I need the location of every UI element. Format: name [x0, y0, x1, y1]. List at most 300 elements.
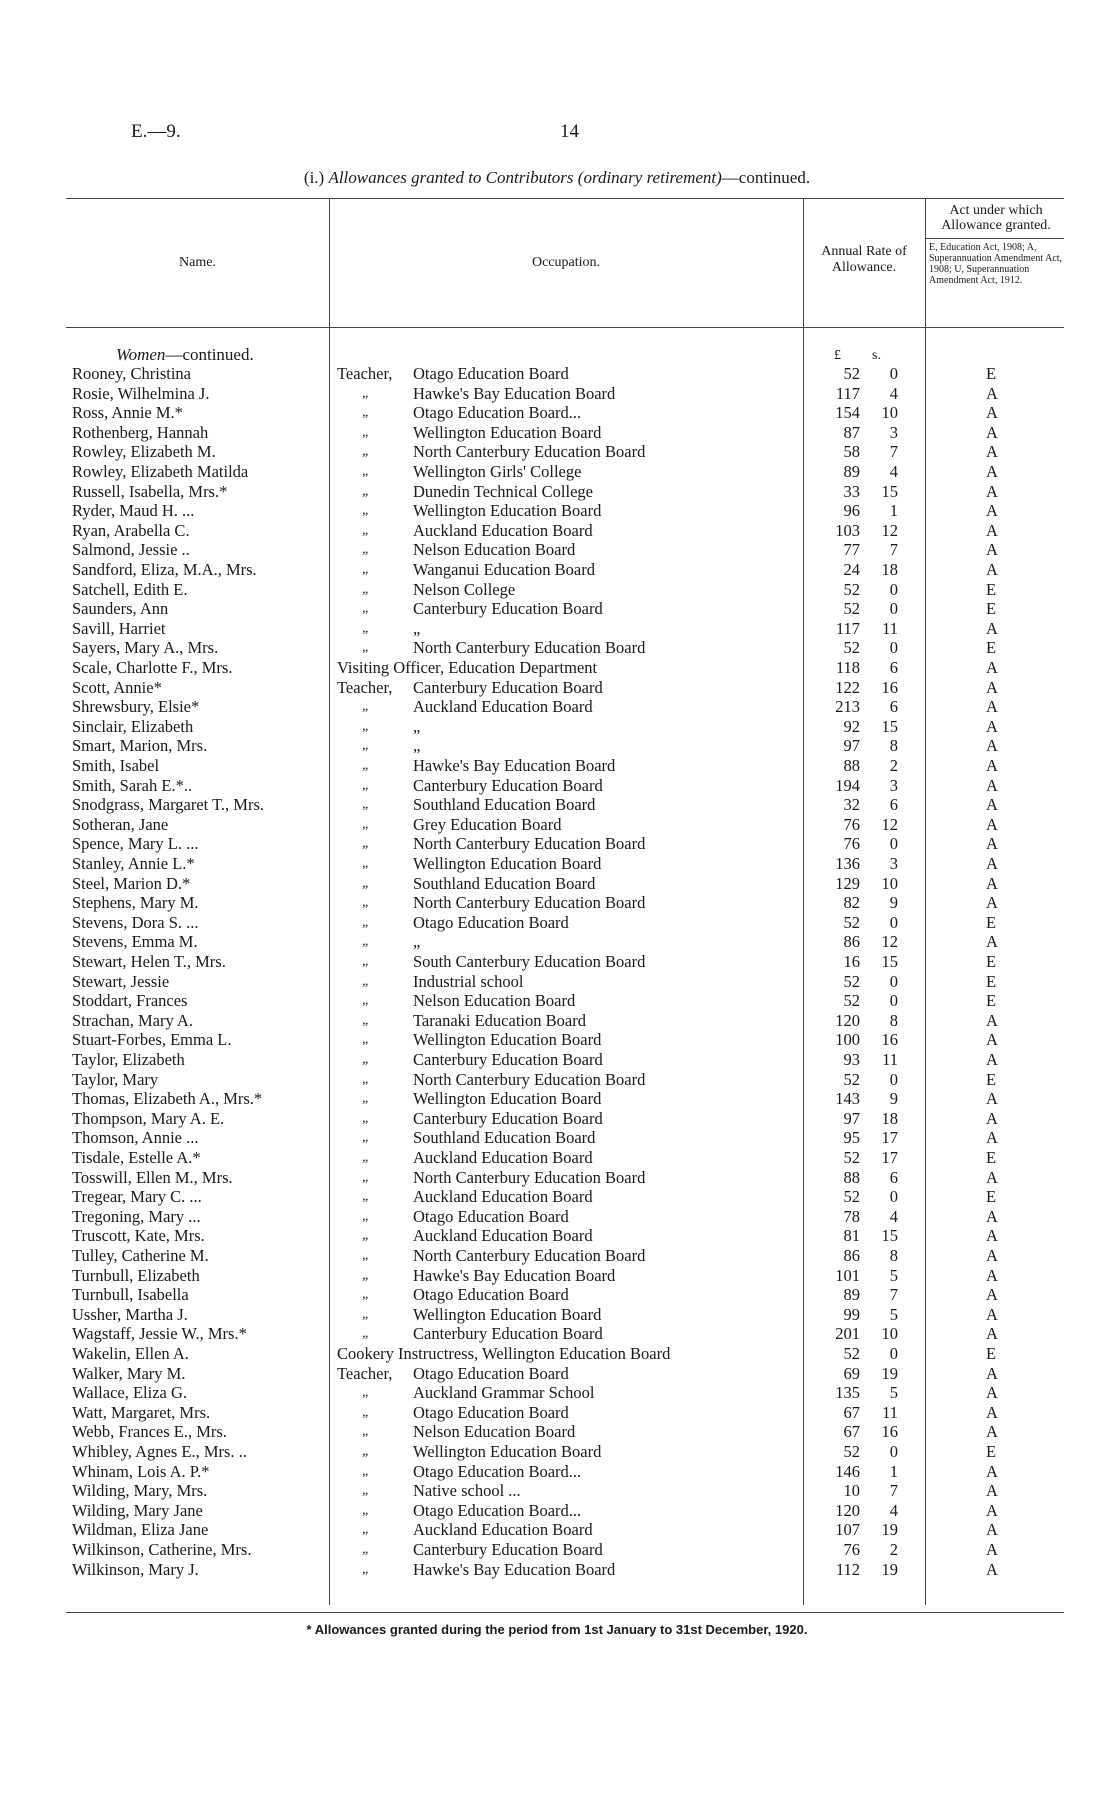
- table-row: [0, 1030, 1114, 1050]
- row-shillings: 6: [889, 697, 898, 717]
- row-name: Strachan, Mary A.: [72, 1010, 193, 1030]
- row-act: A: [986, 1402, 998, 1422]
- row-occupation: Auckland Education Board: [413, 1187, 593, 1207]
- table-row: [0, 1344, 1114, 1364]
- row-pounds: 118: [835, 658, 860, 677]
- row-name: Turnbull, Isabella: [72, 1285, 189, 1305]
- row-ditto-mark: „: [362, 1287, 370, 1303]
- row-name: Stanley, Annie L.*: [72, 854, 195, 873]
- row-shillings: 0: [889, 1187, 898, 1207]
- row-name: Watt, Margaret, Mrs.: [72, 1402, 211, 1422]
- row-ditto-mark: „: [362, 483, 370, 499]
- row-occupation: North Canterbury Education Board: [413, 1069, 646, 1089]
- section-label-suffix: —continued.: [165, 345, 254, 364]
- row-ditto-mark: „: [362, 1091, 370, 1107]
- table-row: [0, 423, 1114, 443]
- row-shillings: 10: [881, 1324, 898, 1344]
- row-shillings: 17: [881, 1148, 898, 1167]
- table-row: [0, 1305, 1114, 1325]
- row-ditto-mark: „: [362, 895, 370, 911]
- row-pounds: 87: [843, 422, 860, 442]
- row-act: A: [986, 383, 998, 403]
- row-shillings: 7: [889, 1481, 898, 1501]
- row-act: E: [986, 638, 997, 658]
- table-row: [0, 1050, 1114, 1070]
- table-row: [0, 932, 1114, 952]
- table-row: [0, 501, 1114, 521]
- table-row: [0, 972, 1114, 992]
- row-name: Snodgrass, Margaret T., Mrs.: [72, 795, 265, 815]
- row-occupation: Hawke's Bay Education Board: [413, 1559, 616, 1579]
- row-pounds: 76: [843, 814, 860, 834]
- table-row: [0, 1462, 1114, 1482]
- table-row: [0, 1011, 1114, 1031]
- row-name: Wagstaff, Jessie W., Mrs.*: [72, 1324, 247, 1344]
- row-pounds: 120: [835, 1500, 860, 1520]
- table-row: [0, 619, 1114, 639]
- row-occupation: Canterbury Education Board: [413, 1324, 603, 1344]
- table-row: [0, 717, 1114, 737]
- row-pounds: 103: [835, 520, 860, 540]
- row-occupation: Auckland Education Board: [413, 520, 593, 540]
- row-name: Smith, Isabel: [72, 756, 160, 775]
- row-pounds: 99: [843, 1304, 860, 1324]
- row-occupation: Southland Education Board: [413, 795, 596, 815]
- row-ditto-mark: „: [362, 954, 370, 969]
- row-pounds: 120: [835, 1010, 860, 1030]
- row-ditto-mark: „: [362, 1424, 370, 1440]
- row-shillings: 4: [889, 462, 898, 481]
- row-name: Wilding, Mary Jane: [72, 1500, 203, 1520]
- row-shillings: 16: [881, 1422, 898, 1442]
- row-occupation: Canterbury Education Board: [413, 1050, 603, 1069]
- row-act: A: [986, 520, 998, 540]
- row-ditto-mark: „: [362, 1032, 370, 1048]
- row-occupation: Otago Education Board: [413, 1285, 569, 1305]
- row-shillings: 15: [881, 1226, 898, 1246]
- row-shillings: 18: [881, 560, 898, 579]
- page-reference: E.—9.: [131, 121, 181, 142]
- row-name: Wallace, Eliza G.: [72, 1383, 188, 1403]
- row-shillings: 5: [889, 1265, 898, 1285]
- row-shillings: 4: [889, 1206, 898, 1226]
- row-ditto-mark: „: [362, 1483, 370, 1499]
- row-name: Whinam, Lois A. P.*: [72, 1461, 210, 1481]
- row-ditto-mark: „: [362, 797, 370, 813]
- row-shillings: 15: [881, 952, 898, 971]
- row-title: Teacher,: [337, 1363, 393, 1383]
- row-pounds: 76: [843, 834, 860, 854]
- row-ditto-mark: „: [362, 405, 370, 421]
- row-act: A: [986, 540, 998, 560]
- row-pounds: 78: [843, 1206, 860, 1226]
- row-act: A: [986, 560, 998, 579]
- row-shillings: 15: [881, 481, 898, 501]
- row-occupation: North Canterbury Education Board: [413, 893, 646, 913]
- row-name: Rowley, Elizabeth Matilda: [72, 462, 249, 481]
- row-occupation: Canterbury Education Board: [413, 775, 603, 795]
- row-ditto-mark: „: [362, 1404, 370, 1420]
- table-row: [0, 952, 1114, 972]
- table-row: [0, 1148, 1114, 1168]
- row-act: E: [986, 991, 997, 1011]
- row-act: A: [986, 1050, 998, 1069]
- row-pounds: 97: [843, 736, 860, 756]
- row-pounds: 146: [835, 1461, 860, 1481]
- row-occupation: Otago Education Board...: [413, 1461, 582, 1481]
- row-shillings: 2: [889, 1540, 898, 1559]
- row-occupation: Industrial school: [413, 971, 524, 991]
- row-shillings: 19: [881, 1559, 898, 1579]
- header-annual-rate: Annual Rate of Allowance.: [821, 244, 907, 275]
- row-occupation: Wellington Education Board: [413, 1304, 602, 1324]
- row-ditto-mark: „: [362, 1189, 370, 1205]
- row-name: Smart, Marion, Mrs.: [72, 736, 208, 756]
- row-pounds: 16: [843, 952, 860, 971]
- section-label: [116, 345, 254, 365]
- table-row: [0, 1070, 1114, 1090]
- row-name: Sayers, Mary A., Mrs.: [72, 638, 219, 658]
- row-occupation: Dunedin Technical College: [413, 481, 593, 501]
- row-shillings: 5: [889, 1383, 898, 1403]
- row-ditto-mark: „: [362, 1052, 370, 1067]
- row-shillings: 12: [881, 932, 898, 952]
- row-ditto-mark: „: [362, 1208, 370, 1224]
- row-name: Scale, Charlotte F., Mrs.: [72, 658, 233, 677]
- table-row: [0, 599, 1114, 619]
- table-row: [0, 482, 1114, 502]
- row-name: Webb, Frances E., Mrs.: [72, 1422, 227, 1442]
- row-occupation: Nelson College: [413, 579, 516, 599]
- row-shillings: 1: [889, 1461, 898, 1481]
- row-act: A: [986, 481, 998, 501]
- row-shillings: 11: [882, 1402, 898, 1422]
- row-pounds: 143: [835, 1089, 860, 1109]
- row-shillings: 9: [889, 893, 898, 913]
- row-act: A: [986, 1422, 998, 1442]
- row-name: Wakelin, Ellen A.: [72, 1344, 189, 1363]
- table-row: [0, 1501, 1114, 1521]
- row-pounds: 33: [843, 481, 860, 501]
- row-name: Wildman, Eliza Jane: [72, 1520, 209, 1540]
- table-row: [0, 1187, 1114, 1207]
- row-occupation: Auckland Education Board: [413, 697, 593, 717]
- row-occupation: Wanganui Education Board: [413, 560, 595, 579]
- table-row: [0, 1442, 1114, 1462]
- row-pounds: 95: [843, 1128, 860, 1148]
- table-row: [0, 384, 1114, 404]
- row-name: Thomson, Annie ...: [72, 1128, 199, 1148]
- row-shillings: 18: [881, 1108, 898, 1128]
- row-pounds: 135: [835, 1383, 860, 1403]
- row-pounds: 213: [835, 697, 860, 717]
- row-pounds: 92: [843, 716, 860, 736]
- table-row: [0, 854, 1114, 874]
- row-name: Taylor, Elizabeth: [72, 1050, 185, 1069]
- row-name: Stewart, Helen T., Mrs.: [72, 952, 226, 971]
- row-name: Tisdale, Estelle A.*: [72, 1148, 201, 1167]
- row-ditto-mark: „: [362, 581, 370, 597]
- row-shillings: 10: [881, 873, 898, 893]
- row-shillings: 3: [889, 422, 898, 442]
- row-shillings: 11: [882, 618, 898, 638]
- row-act: E: [986, 971, 997, 991]
- table-row: [0, 1266, 1114, 1286]
- table-row: [0, 403, 1114, 423]
- row-shillings: 3: [889, 854, 898, 873]
- row-shillings: 9: [889, 1089, 898, 1109]
- row-name: Rosie, Wilhelmina J.: [72, 383, 210, 403]
- row-occupation: Nelson Education Board: [413, 540, 576, 560]
- row-ditto-mark: „: [362, 1110, 370, 1126]
- row-pounds: 201: [835, 1324, 860, 1344]
- table-row: [0, 521, 1114, 541]
- table-row: [0, 1128, 1114, 1148]
- row-act: E: [986, 1344, 997, 1363]
- row-act: A: [986, 1383, 998, 1403]
- row-ditto-mark: „: [362, 914, 370, 930]
- row-pounds: 52: [843, 599, 860, 619]
- row-name: Wilding, Mary, Mrs.: [72, 1481, 208, 1501]
- row-ditto-mark: „: [362, 777, 370, 793]
- row-name: Rowley, Elizabeth M.: [72, 442, 216, 462]
- row-act: E: [986, 1069, 997, 1089]
- row-name: Tulley, Catherine M.: [72, 1246, 209, 1265]
- table-row: [0, 1560, 1114, 1580]
- row-occupation: Auckland Education Board: [413, 1520, 593, 1540]
- row-name: Thomas, Elizabeth A., Mrs.*: [72, 1089, 263, 1109]
- row-pounds: 82: [843, 893, 860, 913]
- table-row: [0, 678, 1114, 698]
- row-shillings: 12: [881, 814, 898, 834]
- row-ditto-mark: „: [362, 1130, 370, 1146]
- table-row: [0, 1246, 1114, 1266]
- row-shillings: 7: [889, 540, 898, 560]
- row-act: A: [986, 795, 998, 815]
- row-shillings: 16: [881, 677, 898, 697]
- row-shillings: 3: [889, 775, 898, 795]
- row-ditto-mark: „: [362, 444, 370, 460]
- row-pounds: 52: [843, 1187, 860, 1207]
- row-ditto-mark: „: [362, 875, 370, 891]
- row-occupation: Wellington Education Board: [413, 1030, 602, 1050]
- header-act-key: E, Education Act, 1908; A, Superannuation Amendment Act, 1908; U, Superannuation Amendment Act, 1912.: [929, 242, 1063, 286]
- row-name: Truscott, Kate, Mrs.: [72, 1226, 205, 1246]
- row-name: Thompson, Mary A. E.: [72, 1108, 225, 1128]
- row-occupation: Otago Education Board: [413, 1363, 569, 1383]
- row-pounds: 88: [843, 756, 860, 775]
- row-shillings: 0: [889, 1069, 898, 1089]
- row-pounds: 89: [843, 462, 860, 481]
- row-act: A: [986, 1520, 998, 1540]
- row-shillings: 6: [889, 1167, 898, 1187]
- row-occupation: Hawke's Bay Education Board: [413, 756, 616, 775]
- table-row: [0, 462, 1114, 482]
- row-name: Whibley, Agnes E., Mrs. ..: [72, 1442, 247, 1461]
- row-ditto-mark: „: [362, 1561, 370, 1577]
- row-pounds: 100: [835, 1030, 860, 1050]
- header-divider-3: [925, 198, 926, 327]
- row-name: Stevens, Dora S. ...: [72, 912, 199, 932]
- row-pounds: 58: [843, 442, 860, 462]
- row-act: A: [986, 1089, 998, 1109]
- row-pounds: 88: [843, 1167, 860, 1187]
- row-pounds: 194: [835, 775, 860, 795]
- row-occupation: Native school ...: [413, 1481, 521, 1501]
- row-pounds: 67: [843, 1422, 860, 1442]
- row-ditto-mark: „: [362, 816, 370, 832]
- row-act: E: [986, 952, 997, 971]
- table-row: [0, 893, 1114, 913]
- table-row: [0, 697, 1114, 717]
- row-occupation: South Canterbury Education Board: [413, 952, 646, 971]
- row-ditto-mark: „: [362, 1306, 370, 1322]
- row-shillings: 6: [889, 795, 898, 815]
- table-row: [0, 658, 1114, 678]
- row-ditto-mark: „: [362, 836, 370, 852]
- row-shillings: 12: [881, 520, 898, 540]
- row-name: Ross, Annie M.*: [72, 403, 183, 423]
- row-occupation: Otago Education Board: [413, 1206, 569, 1226]
- row-name: Scott, Annie*: [72, 677, 162, 697]
- table-row: [0, 1226, 1114, 1246]
- row-ditto-mark: „: [362, 1463, 370, 1479]
- row-ditto-mark: „: [362, 1267, 370, 1283]
- header-act-rule: [925, 238, 1064, 239]
- row-ditto-mark: „: [362, 1169, 370, 1185]
- row-act: A: [986, 1108, 998, 1128]
- table-row: [0, 1540, 1114, 1560]
- row-occupation: North Canterbury Education Board: [413, 834, 646, 854]
- row-pounds: 76: [843, 1540, 860, 1559]
- row-ditto-mark: „: [362, 1228, 370, 1244]
- table-row: [0, 1403, 1114, 1423]
- row-shillings: 17: [881, 1128, 898, 1148]
- table-row: [0, 638, 1114, 658]
- row-occupation: Canterbury Education Board: [413, 1540, 603, 1559]
- row-occupation: North Canterbury Education Board: [413, 442, 646, 462]
- row-act: A: [986, 1461, 998, 1481]
- row-occupation: Southland Education Board: [413, 873, 596, 893]
- row-occupation: Nelson Education Board: [413, 991, 576, 1011]
- row-name: Sinclair, Elizabeth: [72, 716, 194, 736]
- row-name: Tregear, Mary C. ...: [72, 1187, 202, 1207]
- row-name: Russell, Isabella, Mrs.*: [72, 481, 228, 501]
- row-name: Steel, Marion D.*: [72, 873, 191, 893]
- row-pounds: 154: [835, 403, 860, 423]
- page-number: 14: [560, 121, 579, 142]
- row-occupation: „: [413, 716, 421, 736]
- row-ditto-mark: „: [362, 522, 370, 538]
- row-shillings: 16: [881, 1030, 898, 1050]
- row-name: Salmond, Jessie ..: [72, 540, 190, 560]
- row-pounds: 67: [843, 1402, 860, 1422]
- row-ditto-mark: „: [362, 1444, 370, 1459]
- row-occupation: Wellington Education Board: [413, 1089, 602, 1109]
- table-row: [0, 1383, 1114, 1403]
- row-shillings: 8: [889, 1010, 898, 1030]
- table-row: [0, 1364, 1114, 1384]
- table-top-rule: [66, 198, 1064, 199]
- row-ditto-mark: „: [362, 385, 370, 401]
- row-shillings: 4: [889, 1500, 898, 1520]
- row-act: A: [986, 501, 998, 521]
- row-ditto-mark: „: [362, 424, 370, 440]
- row-name: Satchell, Edith E.: [72, 579, 188, 599]
- row-act: A: [986, 1540, 998, 1559]
- row-occupation: Otago Education Board: [413, 912, 569, 932]
- row-pounds: 112: [835, 1559, 860, 1579]
- row-occupation: Hawke's Bay Education Board: [413, 1265, 616, 1285]
- row-ditto-mark: „: [362, 640, 370, 656]
- row-occupation: North Canterbury Education Board: [413, 1246, 646, 1265]
- header-name: Name.: [179, 255, 216, 270]
- row-act: A: [986, 1481, 998, 1501]
- row-name: Ryan, Arabella C.: [72, 520, 190, 540]
- row-ditto-mark: „: [362, 1542, 370, 1557]
- table-caption: [0, 168, 1114, 188]
- row-ditto-mark: „: [362, 1012, 370, 1028]
- row-shillings: 0: [889, 638, 898, 658]
- row-act: A: [986, 677, 998, 697]
- row-pounds: 96: [843, 501, 860, 521]
- row-ditto-mark: „: [362, 1522, 370, 1538]
- row-act: A: [986, 893, 998, 913]
- row-name: Stevens, Emma M.: [72, 932, 198, 952]
- row-name: Stewart, Jessie: [72, 971, 170, 991]
- row-act: A: [986, 697, 998, 717]
- row-act: A: [986, 1304, 998, 1324]
- row-act: A: [986, 716, 998, 736]
- table-row: [0, 1089, 1114, 1109]
- row-act: A: [986, 1265, 998, 1285]
- row-act: A: [986, 932, 998, 952]
- row-act: A: [986, 1363, 998, 1383]
- table-row: [0, 1168, 1114, 1188]
- row-shillings: 19: [881, 1520, 898, 1540]
- header-occupation: Occupation.: [531, 255, 601, 270]
- row-ditto-mark: „: [362, 973, 370, 989]
- unit-shillings: s.: [872, 348, 881, 363]
- row-act: E: [986, 579, 997, 599]
- table-row: [0, 1109, 1114, 1129]
- row-act: A: [986, 1559, 998, 1579]
- row-act: A: [986, 854, 998, 873]
- row-pounds: 136: [835, 854, 860, 873]
- row-shillings: 0: [889, 834, 898, 854]
- row-act: A: [986, 442, 998, 462]
- row-pounds: 52: [843, 1069, 860, 1089]
- row-occupation: Otago Education Board...: [413, 1500, 582, 1520]
- table-row: [0, 442, 1114, 462]
- row-pounds: 52: [843, 1344, 860, 1363]
- row-act: E: [986, 1187, 997, 1207]
- row-ditto-mark: „: [362, 620, 370, 636]
- row-act: E: [986, 599, 997, 619]
- table-row: [0, 795, 1114, 815]
- row-act: E: [986, 364, 997, 383]
- row-shillings: 0: [889, 579, 898, 599]
- row-occupation: Wellington Education Board: [413, 422, 602, 442]
- row-pounds: 107: [835, 1520, 860, 1540]
- row-shillings: 4: [889, 383, 898, 403]
- row-name: Walker, Mary M.: [72, 1363, 186, 1383]
- row-act: A: [986, 1128, 998, 1148]
- row-occupation: „: [413, 736, 421, 756]
- row-shillings: 11: [882, 1050, 898, 1069]
- row-act: A: [986, 873, 998, 893]
- caption-prefix: (i.): [303, 168, 325, 187]
